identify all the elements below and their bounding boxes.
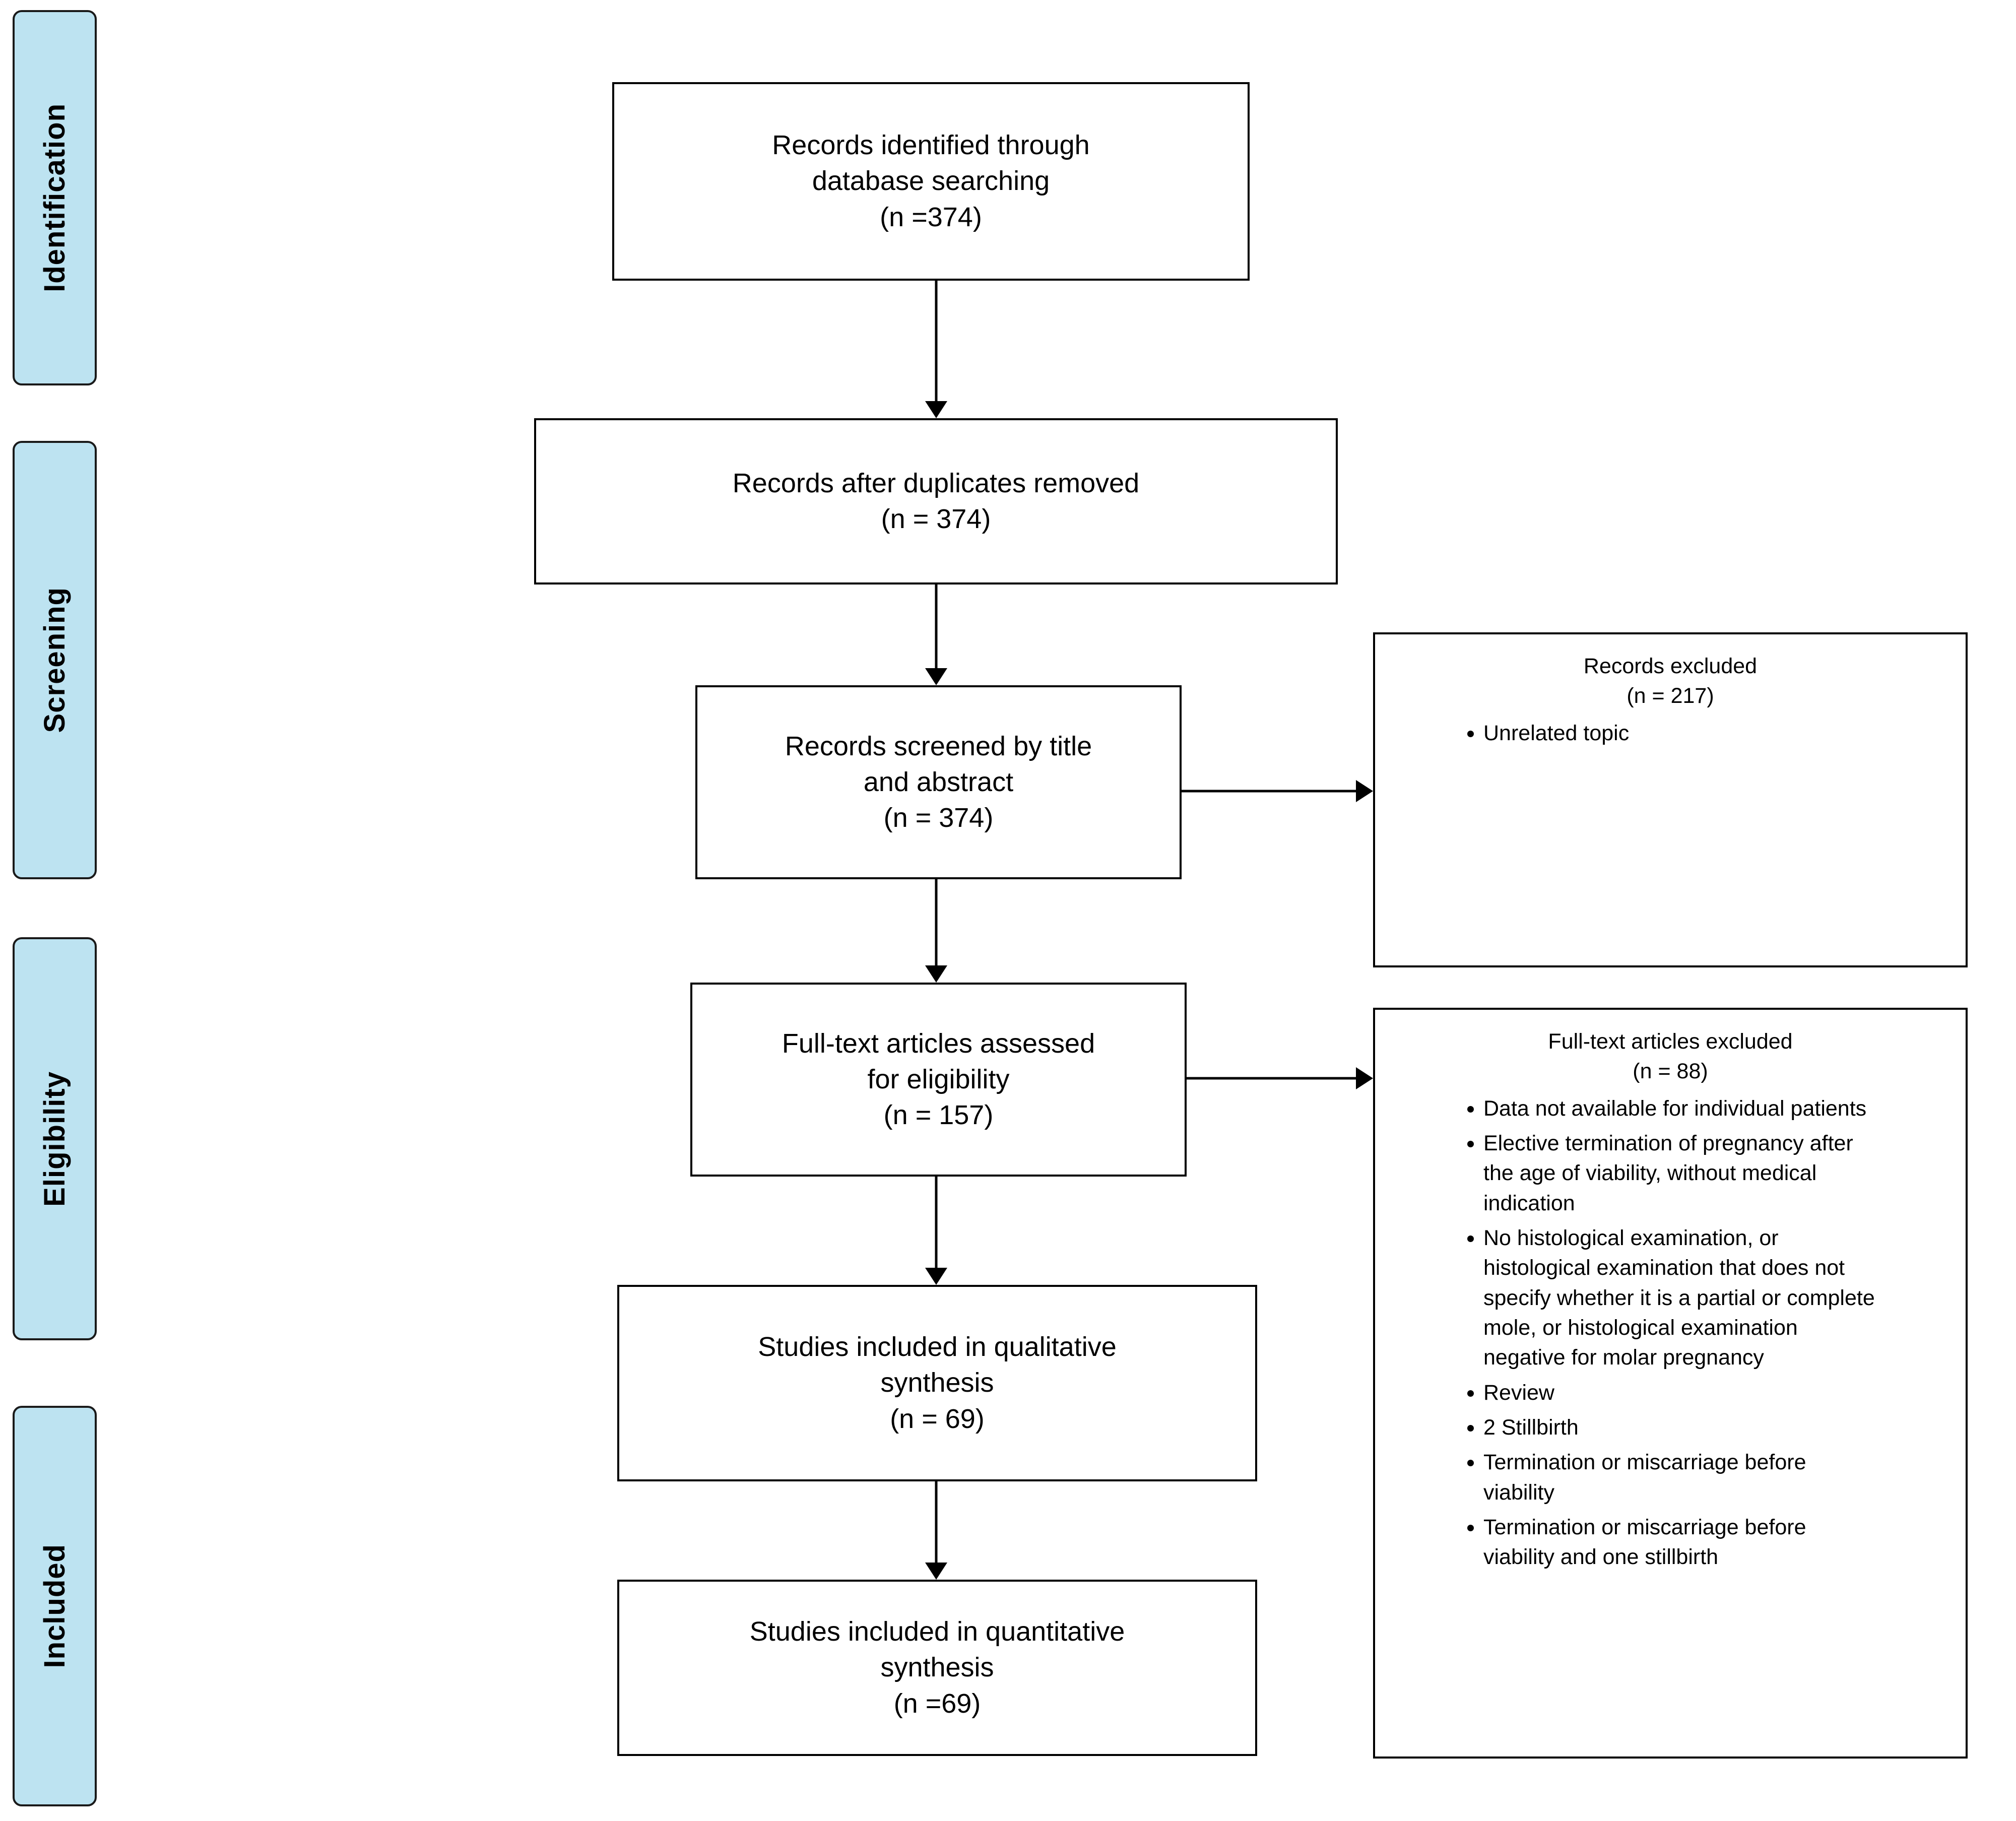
stage-screening: [13, 441, 97, 879]
arrow-head: [925, 1563, 947, 1580]
fulltext-excluded-title: Full-text articles excluded: [1548, 1029, 1793, 1054]
box-duplicates-removed: [534, 418, 1338, 584]
stage-identification-label: Identification: [38, 103, 71, 292]
exclusion-reason-item: • Unrelated topic: [1483, 719, 1880, 748]
stage-included-label: Included: [38, 1544, 71, 1668]
arrow-shaft: [935, 281, 938, 403]
box-records-screened-text: Records screened by title and abstract (n = 374): [785, 731, 1092, 833]
exclusion-reason-item: • Termination or miscarriage before viability and one stillbirth: [1483, 1513, 1880, 1573]
box-records-identified: [612, 82, 1250, 281]
arrow-screened-to-excluded: [1182, 779, 1373, 803]
arrow-screened-to-fulltext: [925, 879, 948, 983]
exclusion-reason-item: • No histological examination, or histological examination that does not specify whether it is a partial or complete mole, or histological examination negative for molar pregnancy: [1483, 1223, 1880, 1373]
box-fulltext-excluded: [1373, 1008, 1968, 1759]
box-qualitative-synthesis: [617, 1285, 1257, 1481]
arrow-fulltext-to-excluded: [1187, 1067, 1373, 1090]
records-excluded-title: Records excluded: [1583, 654, 1758, 678]
box-records-screened: [695, 685, 1182, 879]
exclusion-reason-item: • 2 Stillbirth: [1483, 1413, 1880, 1443]
records-excluded-count: (n = 217): [1627, 684, 1714, 708]
arrow-head: [925, 668, 947, 685]
arrow-shaft: [935, 584, 938, 670]
box-quantitative-synthesis-text: Studies included in quantitative synthesis (n =69): [749, 1616, 1125, 1719]
arrow-head: [925, 1268, 947, 1285]
box-fulltext-assessed-text: Full-text articles assessed for eligibility (n = 157): [782, 1028, 1095, 1131]
stage-identification: [13, 10, 97, 385]
stage-screening-label: Screening: [38, 587, 71, 733]
stage-eligibility: [13, 937, 97, 1340]
arrow-head: [1356, 1067, 1373, 1089]
exclusion-reason-item: • Termination or miscarriage before viability: [1483, 1448, 1880, 1508]
box-quantitative-synthesis: [617, 1580, 1257, 1756]
exclusion-reason-item: • Data not available for individual patients: [1483, 1094, 1880, 1124]
arrow-shaft: [1187, 1077, 1358, 1080]
box-fulltext-assessed: [690, 983, 1187, 1177]
exclusion-reason-item: • Elective termination of pregnancy after the age of viability, without medical indication: [1483, 1129, 1880, 1218]
arrow-head: [925, 401, 947, 418]
exclusion-reason-item: • Review: [1483, 1378, 1880, 1408]
fulltext-excluded-count: (n = 88): [1633, 1059, 1708, 1084]
arrow-head: [925, 965, 947, 983]
arrow-shaft: [935, 1177, 938, 1270]
fulltext-excluded-reasons: [1375, 1094, 1966, 1573]
box-duplicates-removed-text: Records after duplicates removed (n = 374): [732, 468, 1140, 534]
arrow-duplicates-to-screened: [925, 584, 948, 685]
arrow-head: [1356, 780, 1373, 802]
arrow-qualitative-to-quantitative: [925, 1481, 948, 1580]
records-excluded-reasons: [1375, 719, 1966, 748]
arrow-shaft: [935, 879, 938, 967]
arrow-shaft: [935, 1481, 938, 1565]
stage-eligibility-label: Eligibility: [38, 1071, 71, 1207]
arrow-fulltext-to-qualitative: [925, 1177, 948, 1285]
arrow-shaft: [1182, 790, 1358, 793]
arrow-identified-to-duplicates: [925, 281, 948, 418]
box-records-identified-text: Records identified through database searching (n =374): [772, 130, 1090, 232]
stage-included: [13, 1406, 97, 1806]
box-qualitative-synthesis-text: Studies included in qualitative synthesis (n = 69): [758, 1332, 1117, 1434]
box-records-excluded: [1373, 632, 1968, 967]
